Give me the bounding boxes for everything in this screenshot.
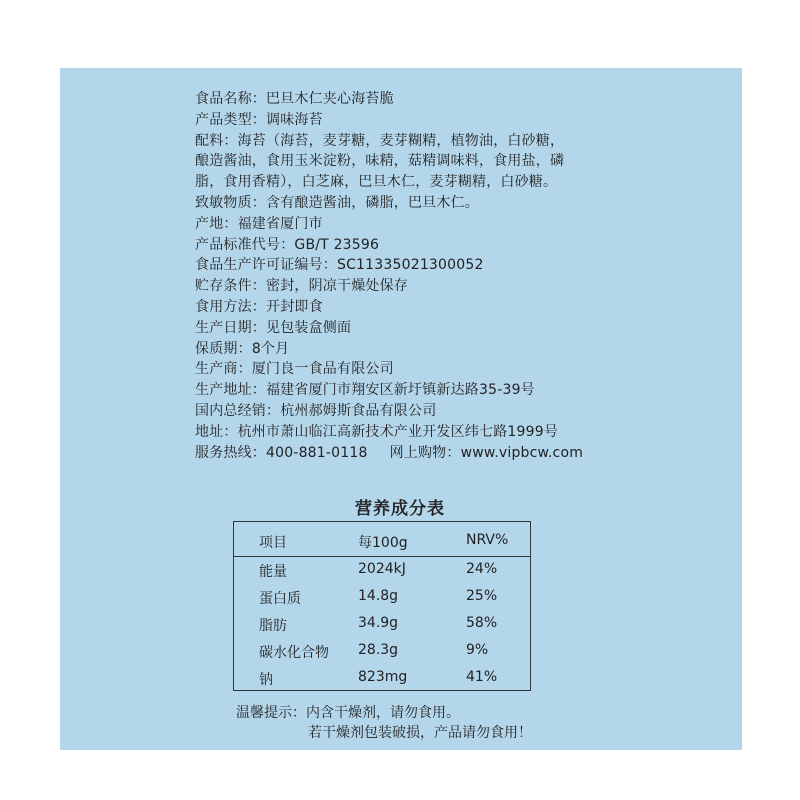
info-value: 含有酿造酱油，磷脂，巴旦木仁。 bbox=[266, 194, 479, 211]
header-per-100g: 每100g bbox=[358, 535, 408, 551]
info-line-standard bbox=[195, 235, 735, 256]
info-value: 调味海苔 bbox=[266, 111, 323, 128]
nutrient-nrv: 25% bbox=[466, 588, 498, 604]
info-label: 产地： bbox=[195, 215, 238, 232]
nutrient-amount: 2024kJ bbox=[358, 561, 406, 577]
hotline-value: 400-881-0118 bbox=[266, 444, 368, 461]
nutrition-title: 营养成分表 bbox=[355, 499, 445, 519]
product-info bbox=[195, 89, 735, 463]
info-line-license bbox=[195, 255, 735, 276]
info-value: 福建省厦门市翔安区新圩镇新达路35-39号 bbox=[266, 382, 535, 399]
nutrient-amount: 34.9g bbox=[358, 615, 399, 631]
warm-tips bbox=[236, 703, 532, 743]
info-line-name bbox=[195, 89, 735, 110]
info-value: 脂，食用香精），白芝麻，巴旦木仁，麦芽糊精，白砂糖。 bbox=[195, 174, 558, 191]
info-label: 食用方法： bbox=[195, 298, 266, 315]
info-label: 致敏物质： bbox=[195, 194, 266, 211]
shop-label: 网上购物： bbox=[389, 444, 461, 461]
hotline-label: 服务热线： bbox=[195, 444, 266, 461]
info-line-ingredients bbox=[195, 131, 735, 152]
info-value: 8个月 bbox=[251, 340, 290, 357]
info-label: 保质期： bbox=[195, 340, 252, 357]
info-line-storage bbox=[195, 276, 735, 297]
info-label: 国内总经销： bbox=[195, 402, 281, 419]
info-value: 厦门良一食品有限公司 bbox=[251, 361, 394, 378]
nutrient-nrv: 24% bbox=[466, 561, 498, 577]
info-label: 产品类型： bbox=[195, 111, 266, 128]
info-line-usage bbox=[195, 297, 735, 318]
info-line-distributor-address bbox=[195, 422, 735, 443]
nutrient-amount: 823mg bbox=[358, 669, 408, 685]
header-nrv: NRV% bbox=[466, 532, 509, 548]
nutrient-name: 能量 bbox=[259, 564, 287, 580]
info-line-production-date bbox=[195, 318, 735, 339]
info-label: 生产日期： bbox=[195, 319, 266, 336]
info-value: 密封，阴凉干燥处保存 bbox=[266, 278, 408, 295]
table-row bbox=[234, 642, 530, 669]
nutrient-nrv: 9% bbox=[466, 642, 489, 658]
info-line-service bbox=[195, 443, 735, 464]
nutrient-name: 碳水化合物 bbox=[259, 645, 329, 661]
info-value: 巴旦木仁夹心海苔脆 bbox=[266, 91, 394, 107]
info-value: 酿造酱油，食用玉米淀粉，味精，菇精调味料，食用盐，磷 bbox=[195, 153, 565, 170]
info-line-manufacturer-address bbox=[195, 380, 735, 401]
nutrient-name: 蛋白质 bbox=[259, 591, 301, 607]
info-value: 杭州郝姆斯食品有限公司 bbox=[280, 402, 437, 419]
info-line-origin bbox=[195, 214, 735, 235]
tip-line: 若干燥剂包装破损，产品请勿食用！ bbox=[308, 725, 532, 741]
nutrient-amount: 14.8g bbox=[358, 588, 399, 604]
info-value: 见包装盒侧面 bbox=[266, 319, 352, 336]
info-label: 食品名称： bbox=[195, 91, 266, 107]
nutrient-amount: 28.3g bbox=[358, 642, 399, 658]
info-line-distributor bbox=[195, 401, 735, 422]
table-row bbox=[234, 669, 530, 696]
info-label: 生产地址： bbox=[195, 382, 266, 399]
info-line-ingredients-cont bbox=[195, 151, 735, 172]
table-row bbox=[234, 615, 530, 642]
info-value: 开封即食 bbox=[266, 298, 323, 315]
header-item: 项目 bbox=[259, 535, 287, 551]
info-label: 地址： bbox=[195, 423, 238, 440]
shop-link: www.vipbcw.com bbox=[460, 444, 584, 461]
info-line-type bbox=[195, 110, 735, 131]
info-line-shelf-life bbox=[195, 339, 735, 360]
info-line-ingredients-cont bbox=[195, 172, 735, 193]
info-label: 产品标准代号： bbox=[195, 236, 295, 253]
nutrition-table-header bbox=[234, 522, 530, 557]
info-label: 生产商： bbox=[195, 361, 252, 378]
nutrient-name: 脂肪 bbox=[259, 618, 287, 634]
info-line-allergens bbox=[195, 193, 735, 214]
table-row bbox=[234, 588, 530, 615]
nutrient-name: 钠 bbox=[259, 672, 273, 688]
nutrient-nrv: 58% bbox=[466, 615, 498, 631]
info-label: 食品生产许可证编号： bbox=[195, 257, 337, 274]
nutrition-table bbox=[233, 521, 531, 691]
info-label: 贮存条件： bbox=[195, 278, 266, 295]
info-value: SC11335021300052 bbox=[337, 257, 484, 274]
info-line-manufacturer bbox=[195, 359, 735, 380]
tip-line: 温馨提示：内含干燥剂，请勿食用。 bbox=[236, 705, 460, 721]
info-value: GB/T 23596 bbox=[294, 236, 380, 253]
info-value: 杭州市萧山临江高新技术产业开发区纬七路1999号 bbox=[237, 423, 559, 440]
nutrient-nrv: 41% bbox=[466, 669, 498, 685]
info-value: 海苔（海苔，麦芽糖，麦芽糊精，植物油，白砂糖， bbox=[237, 132, 565, 149]
info-label: 配料： bbox=[195, 132, 238, 149]
info-value: 福建省厦门市 bbox=[237, 215, 323, 232]
table-row bbox=[234, 561, 530, 588]
